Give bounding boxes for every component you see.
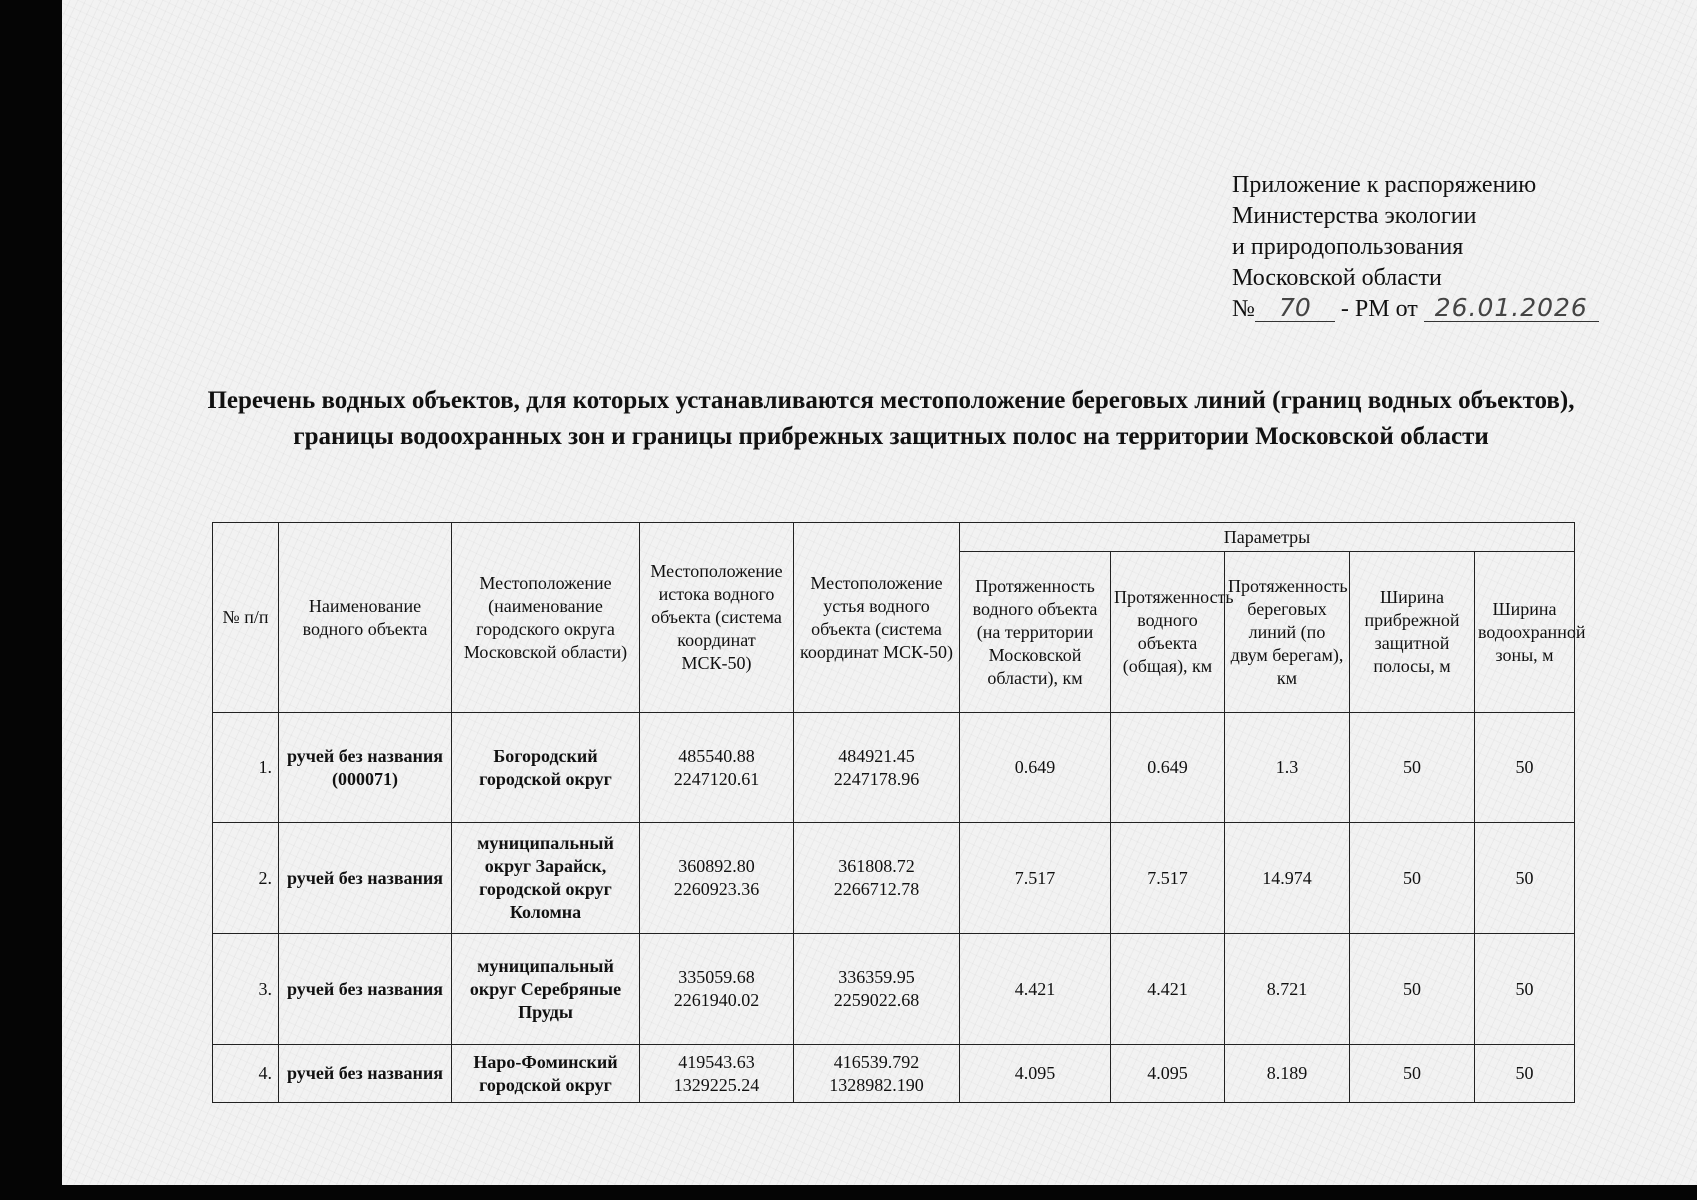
cell-name: ручей без названия: [279, 823, 452, 934]
cell-length-region: 4.421: [960, 934, 1111, 1045]
cell-shoreline: 8.189: [1225, 1045, 1350, 1103]
cell-water-zone: 50: [1475, 713, 1575, 823]
cell-source: 335059.68 2261940.02: [640, 934, 794, 1045]
cell-source: 419543.63 1329225.24: [640, 1045, 794, 1103]
cell-coastal-strip: 50: [1350, 934, 1475, 1045]
header-mouth: Местоположение устья водного объекта (система координат МСК-50): [794, 523, 960, 713]
document-title: Перечень водных объектов, для которых устанавливаются местоположение береговых линий (границ водных объектов), границы водоохранных зон и границы прибрежных защитных полос на территории Московской области: [207, 387, 1575, 450]
cell-num: 3.: [213, 934, 279, 1045]
cell-shoreline: 14.974: [1225, 823, 1350, 934]
cell-mouth: 361808.72 2266712.78: [794, 823, 960, 934]
header-params: Параметры: [960, 523, 1575, 552]
cell-coastal-strip: 50: [1350, 823, 1475, 934]
cell-location: муниципальный округ Серебряные Пруды: [452, 934, 640, 1045]
cell-source: 360892.80 2260923.36: [640, 823, 794, 934]
cell-source: 485540.88 2247120.61: [640, 713, 794, 823]
scan-left-border: [0, 0, 62, 1200]
cell-water-zone: 50: [1475, 934, 1575, 1045]
cell-num: 1.: [213, 713, 279, 823]
cell-water-zone: 50: [1475, 823, 1575, 934]
header-shoreline: Протяженность береговых линий (по двум берегам), км: [1225, 552, 1350, 713]
number-sign: №: [1232, 296, 1255, 322]
cell-location: Наро-Фоминский городской округ: [452, 1045, 640, 1103]
cell-shoreline: 8.721: [1225, 934, 1350, 1045]
table-row: [213, 713, 1575, 823]
cell-length-region: 4.095: [960, 1045, 1111, 1103]
appendix-line-3: и природопользования: [1232, 234, 1464, 260]
cell-mouth: 336359.95 2259022.68: [794, 934, 960, 1045]
cell-length-total: 4.421: [1111, 934, 1225, 1045]
cell-name: ручей без названия (000071): [279, 713, 452, 823]
order-number: 70: [1255, 295, 1335, 322]
cell-name: ручей без названия: [279, 934, 452, 1045]
cell-num: 2.: [213, 823, 279, 934]
water-objects-table: [212, 522, 1586, 1103]
header-name: Наименование водного объекта: [279, 523, 452, 713]
order-date: 26.01.2026: [1424, 295, 1599, 322]
cell-coastal-strip: 50: [1350, 713, 1475, 823]
cell-location: Богородский городской округ: [452, 713, 640, 823]
header-length-region: Протяженность водного объекта (на территории Московской области), км: [960, 552, 1111, 713]
cell-length-region: 0.649: [960, 713, 1111, 823]
cell-location: муниципальный округ Зарайск, городской округ Коломна: [452, 823, 640, 934]
header-location: Местоположение (наименование городского округа Московской области): [452, 523, 640, 713]
table-row: [213, 823, 1575, 934]
appendix-line-4: Московской области: [1232, 265, 1442, 291]
rm-label: - РМ от: [1340, 296, 1418, 322]
cell-length-total: 7.517: [1111, 823, 1225, 934]
header-num: № п/п: [213, 523, 279, 713]
appendix-line-2: Министерства экологии: [1232, 203, 1477, 229]
cell-length-total: 0.649: [1111, 713, 1225, 823]
header-coastal-strip: Ширина прибрежной защитной полосы, м: [1350, 552, 1475, 713]
scan-bottom-border: [0, 1185, 1697, 1200]
header-water-zone: Ширина водоохранной зоны, м: [1475, 552, 1575, 713]
cell-length-total: 4.095: [1111, 1045, 1225, 1103]
header-source: Местоположение истока водного объекта (система координат МСК-50): [640, 523, 794, 713]
cell-water-zone: 50: [1475, 1045, 1575, 1103]
cell-shoreline: 1.3: [1225, 713, 1350, 823]
cell-length-region: 7.517: [960, 823, 1111, 934]
table-row: [213, 934, 1575, 1045]
cell-name: ручей без названия: [279, 1045, 452, 1103]
header-length-total: Протяженность водного объекта (общая), км: [1111, 552, 1225, 713]
table-row: [213, 1045, 1575, 1103]
cell-coastal-strip: 50: [1350, 1045, 1475, 1103]
cell-num: 4.: [213, 1045, 279, 1103]
cell-mouth: 484921.45 2247178.96: [794, 713, 960, 823]
appendix-header: [1232, 170, 1652, 325]
appendix-line-1: Приложение к распоряжению: [1232, 172, 1537, 198]
appendix-order-line: [1232, 294, 1652, 325]
cell-mouth: 416539.792 1328982.190: [794, 1045, 960, 1103]
